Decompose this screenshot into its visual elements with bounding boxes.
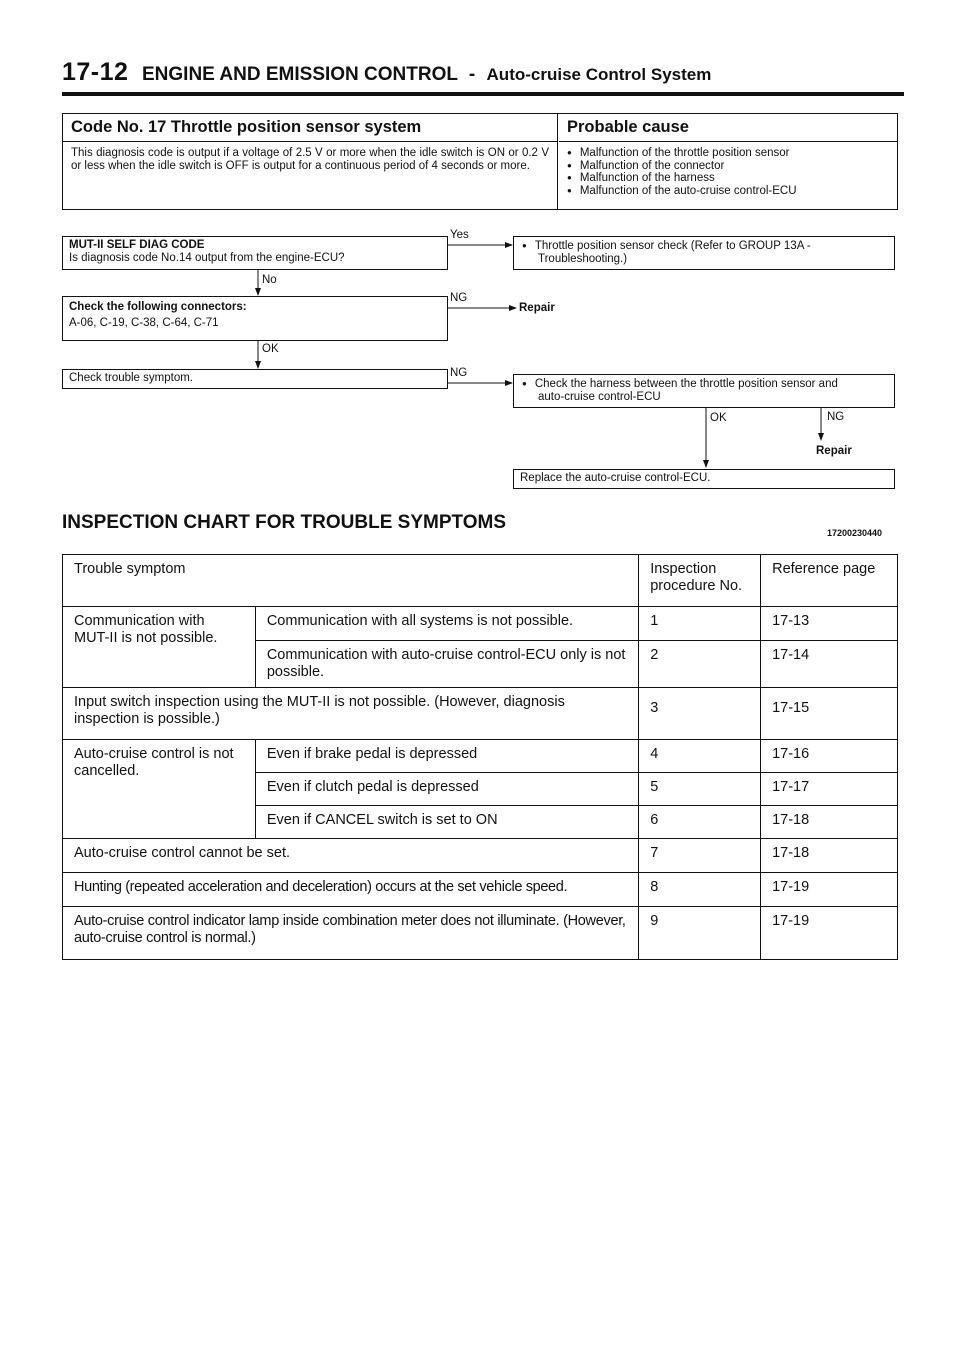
reference-cell: 17-16 <box>761 740 898 773</box>
symptom-cell: Auto-cruise control indicator lamp inside combination meter does not illuminate. (However, auto-cruise control is normal.) <box>63 907 639 960</box>
header-reference: Reference page <box>761 555 898 607</box>
harness-check-box <box>513 374 895 408</box>
trouble-symptom-box <box>62 369 448 389</box>
symptom-cell: Communication with auto-cruise control-ECU only is not possible. <box>255 641 638 688</box>
table-header-row <box>63 555 898 607</box>
table-row <box>63 839 898 873</box>
procedure-cell: 7 <box>639 839 761 873</box>
self-diag-box <box>62 236 448 270</box>
ng-label-1: NG <box>450 292 468 304</box>
harness-check-line2: auto-cruise control-ECU <box>538 391 661 403</box>
procedure-cell: 8 <box>639 873 761 907</box>
symptom-cell: Input switch inspection using the MUT-II is not possible. (However, diagnosis inspection is possible.) <box>63 688 639 740</box>
connector-list: A-06, C-19, C-38, C-64, C-71 <box>69 317 219 329</box>
reference-cell: 17-18 <box>761 839 898 873</box>
replace-ecu-text: Replace the auto-cruise control-ECU. <box>520 472 711 484</box>
cause-item: ● Malfunction of the harness <box>567 172 889 185</box>
cause-item: ● Malfunction of the auto-cruise control-ECU <box>567 185 889 198</box>
self-diag-title: MUT-II SELF DIAG CODE <box>69 239 205 251</box>
table-row <box>63 688 898 740</box>
reference-cell: 17-17 <box>761 773 898 806</box>
ok-label-1: OK <box>262 343 279 355</box>
table-row <box>63 740 898 773</box>
procedure-cell: 3 <box>639 688 761 740</box>
procedure-cell: 6 <box>639 806 761 839</box>
inspection-chart-title: INSPECTION CHART FOR TROUBLE SYMPTOMS <box>62 512 507 533</box>
reference-cell: 17-18 <box>761 806 898 839</box>
reference-cell: 17-14 <box>761 641 898 688</box>
throttle-check-line2: Troubleshooting.) <box>538 253 628 265</box>
cause-item: ● Malfunction of the connector <box>567 160 889 173</box>
symptom-cell: Auto-cruise control cannot be set. <box>63 839 639 873</box>
reference-cell: 17-19 <box>761 873 898 907</box>
code-description: This diagnosis code is output if a voltage of 2.5 V or more when the idle switch is ON or 0.2 V or less when the idle switch is OFF is output for a continuous period of 4 seconds or more. <box>71 147 549 172</box>
connector-check-box <box>62 296 448 341</box>
subsection-title: Auto-cruise Control System <box>486 65 712 84</box>
header-procedure: Inspection procedure No. <box>639 555 761 607</box>
table-row <box>63 607 898 641</box>
symptom-cell: Even if CANCEL switch is set to ON <box>255 806 638 839</box>
yes-label: Yes <box>450 229 469 241</box>
connector-check-title: Check the following connectors: <box>69 301 247 313</box>
symptom-cell: Even if brake pedal is depressed <box>255 740 638 773</box>
table-row <box>63 873 898 907</box>
procedure-cell: 5 <box>639 773 761 806</box>
harness-check-line1: ● Check the harness between the throttle position sensor and <box>522 377 888 391</box>
table-row <box>63 907 898 960</box>
group-not-cancelled: Auto-cruise control is not cancelled. <box>63 740 256 839</box>
code-title: Code No. 17 Throttle position sensor system <box>63 114 557 142</box>
document-code: 17200230440 <box>827 528 883 538</box>
page-number: 17-12 <box>62 58 129 86</box>
reference-cell: 17-15 <box>761 688 898 740</box>
section-title: ENGINE AND EMISSION CONTROL <box>142 64 458 85</box>
procedure-cell: 9 <box>639 907 761 960</box>
reference-cell: 17-13 <box>761 607 898 641</box>
self-diag-question: Is diagnosis code No.14 output from the engine-ECU? <box>69 252 345 264</box>
probable-cause-title: Probable cause <box>559 114 897 142</box>
ok-label-2: OK <box>710 412 727 424</box>
ng-label-2: NG <box>450 367 468 379</box>
trouble-symptom-text: Check trouble symptom. <box>69 372 193 384</box>
reference-cell: 17-19 <box>761 907 898 960</box>
no-label: No <box>262 274 277 286</box>
ng-label-3: NG <box>827 411 845 423</box>
title-dash: - <box>468 64 476 85</box>
throttle-check-box <box>513 236 895 270</box>
procedure-cell: 2 <box>639 641 761 688</box>
symptom-cell: Hunting (repeated acceleration and deceleration) occurs at the set vehicle speed. <box>63 873 639 907</box>
symptom-cell: Communication with all systems is not possible. <box>255 607 638 641</box>
procedure-cell: 1 <box>639 607 761 641</box>
repair-label-2: Repair <box>816 445 852 457</box>
replace-ecu-box <box>513 469 895 489</box>
procedure-cell: 4 <box>639 740 761 773</box>
repair-label-1: Repair <box>519 302 555 314</box>
throttle-check-line1: ● Throttle position sensor check (Refer to GROUP 13A - <box>522 239 888 253</box>
cause-item: ● Malfunction of the throttle position sensor <box>567 147 889 160</box>
group-communication: Communication with MUT-II is not possible. <box>63 607 256 688</box>
inspection-chart-table <box>62 554 898 960</box>
symptom-cell: Even if clutch pedal is depressed <box>255 773 638 806</box>
header-trouble-symptom: Trouble symptom <box>63 555 639 607</box>
